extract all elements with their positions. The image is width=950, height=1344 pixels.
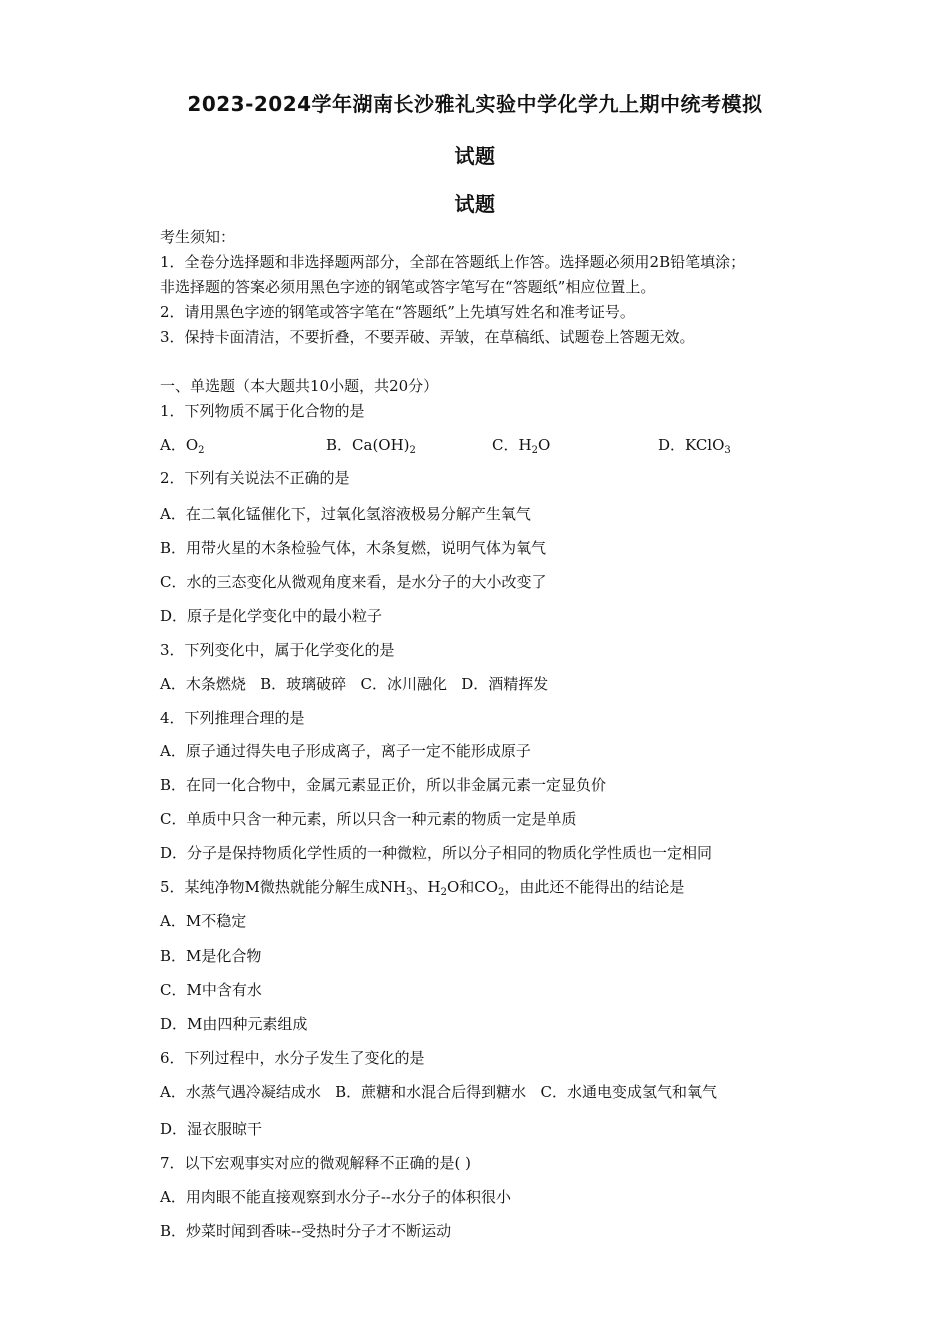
question-5-option-c: C．M中含有水 — [160, 981, 262, 999]
question-4-option-a: A．原子通过得失电子形成离子，离子一定不能形成原子 — [160, 742, 531, 760]
question-5-option-a: A．M不稳定 — [160, 912, 247, 930]
question-6-options-abc: A．水蒸气遇冷凝结成水 B．蔗糖和水混合后得到糖水 C．水通电变成氢气和氧气 — [160, 1083, 717, 1101]
question-7-option-b: B．炒菜时闻到香味--受热时分子才不断运动 — [160, 1222, 452, 1240]
question-2-option-d: D．原子是化学变化中的最小粒子 — [160, 607, 383, 625]
question-2-option-c: C．水的三态变化从微观角度来看，是水分子的大小改变了 — [160, 573, 547, 591]
question-2-option-b: B．用带火星的木条检验气体，木条复燃，说明气体为氧气 — [160, 539, 547, 557]
question-5-option-b: B．M是化合物 — [160, 947, 262, 965]
page-subtitle: 试题 — [454, 144, 496, 168]
notice-item: 1．全卷分选择题和非选择题两部分，全部在答题纸上作答。选择题必须用2B铅笔填涂； — [160, 253, 746, 271]
question-4-option-b: B．在同一化合物中，金属元素显正价，所以非金属元素一定显负价 — [160, 776, 607, 794]
question-2-option-a: A．在二氧化锰催化下，过氧化氢溶液极易分解产生氧气 — [160, 505, 531, 523]
question-3-stem: 3．下列变化中，属于化学变化的是 — [160, 641, 395, 659]
question-1-options — [160, 435, 731, 461]
question-3-options: A．木条燃烧 B．玻璃破碎 C．冰川融化 D．酒精挥发 — [160, 675, 549, 693]
notice-item: 3．保持卡面清洁，不要折叠，不要弄破、弄皱，在草稿纸、试题卷上答题无效。 — [160, 328, 695, 346]
notice-item: 非选择题的答案必须用黑色字迹的钢笔或答字笔写在“答题纸”相应位置上。 — [160, 278, 656, 296]
question-4-stem: 4．下列推理合理的是 — [160, 709, 305, 727]
question-1-stem: 1．下列物质不属于化合物的是 — [160, 402, 365, 420]
page-title: 2023-2024学年湖南长沙雅礼实验中学化学九上期中统考模拟 — [187, 92, 763, 116]
question-4-option-d: D．分子是保持物质化学性质的一种微粒，所以分子相同的物质化学性质也一定相同 — [160, 844, 713, 862]
question-6-stem: 6．下列过程中，水分子发生了变化的是 — [160, 1049, 425, 1067]
option-b: B．$Ca(OH)_2$ — [326, 436, 416, 456]
question-4-option-c: C．单质中只含一种元素，所以只含一种元素的物质一定是单质 — [160, 810, 577, 828]
question-6-option-d: D．湿衣服晾干 — [160, 1120, 263, 1138]
question-7-option-a: A．用肉眼不能直接观察到水分子--水分子的体积很小 — [160, 1188, 511, 1206]
question-5-option-d: D．M由四种元素组成 — [160, 1015, 308, 1033]
option-c: C．$H_2O$ — [492, 436, 551, 456]
option-a: A．$O_2$ — [160, 436, 205, 456]
option-d: D．KClO$_3$ — [658, 436, 731, 456]
section-heading: 一、单选题（本大题共10小题，共20分） — [160, 377, 439, 395]
page-subtitle-repeat: 试题 — [454, 192, 496, 216]
question-5-stem: 5．某纯净物M微热就能分解生成$NH_3$、$H_2O$和$CO_2$，由此还不能得出的结论是 — [160, 878, 685, 898]
notice-heading: 考生须知： — [160, 228, 236, 246]
notice-item: 2．请用黑色字迹的钢笔或答字笔在“答题纸”上先填写姓名和准考证号。 — [160, 303, 635, 321]
question-2-stem: 2．下列有关说法不正确的是 — [160, 469, 350, 487]
question-7-stem: 7．以下宏观事实对应的微观解释不正确的是( ) — [160, 1154, 472, 1172]
